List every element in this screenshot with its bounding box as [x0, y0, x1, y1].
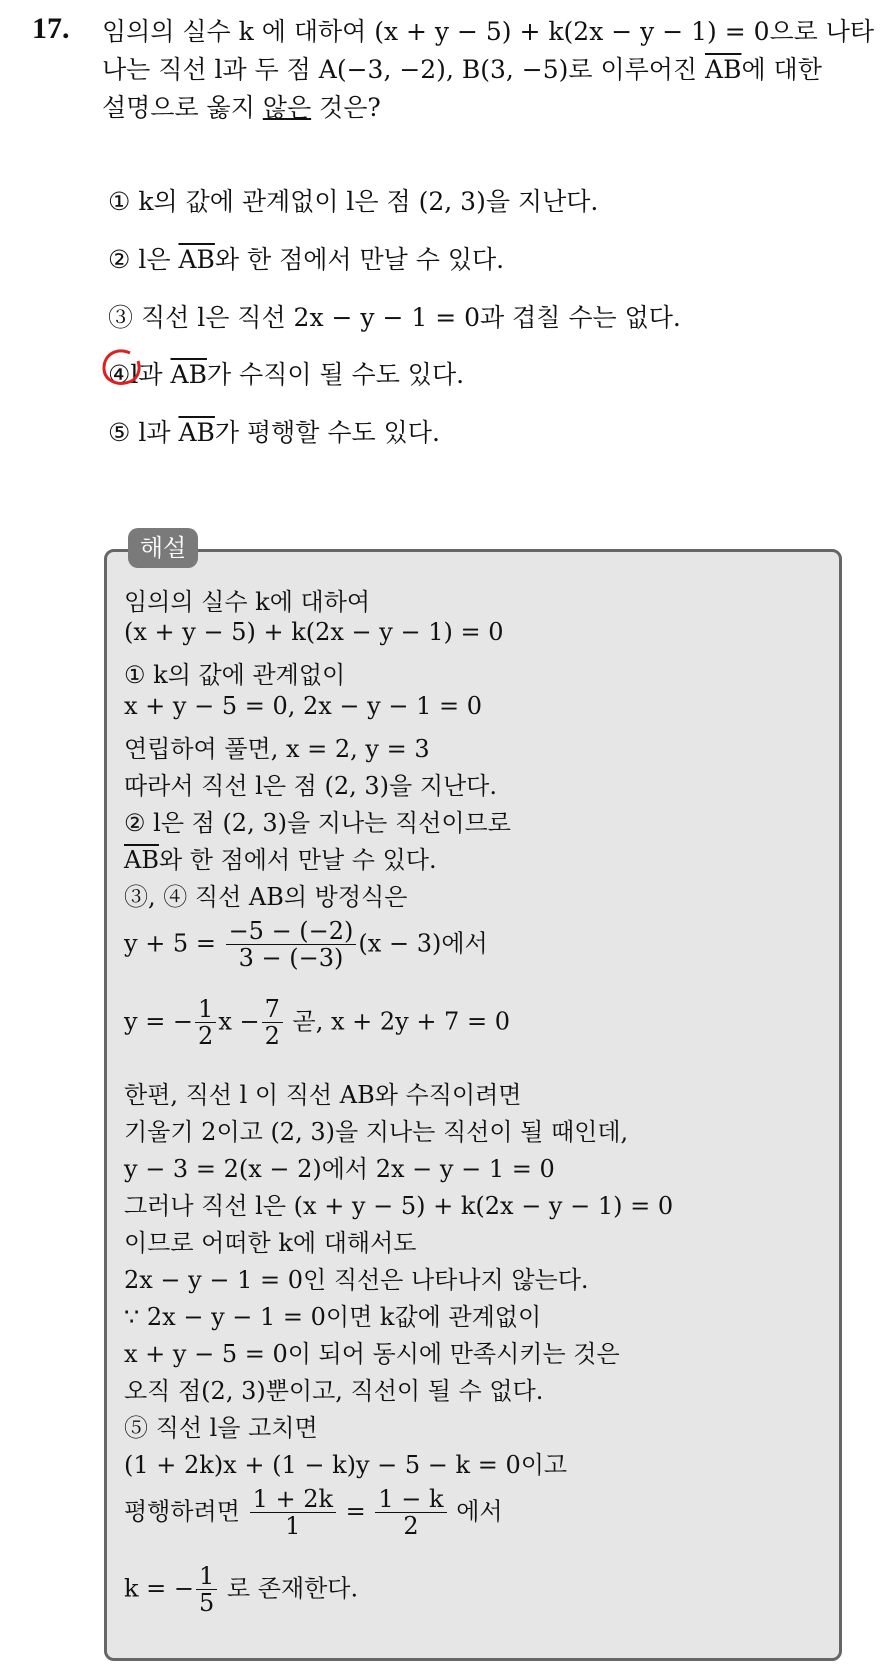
- segment-ab: $\overline{AB}$: [705, 55, 742, 84]
- segment-ab: $\overline{AB}$: [170, 360, 207, 389]
- fraction: [196, 1563, 217, 1617]
- denominator: 1: [285, 1512, 301, 1541]
- question-line-3-end: 것은?: [311, 93, 381, 122]
- solution-equation: [124, 1563, 358, 1617]
- eq-lhs: y = −: [124, 1007, 194, 1036]
- denominator: 2: [264, 1022, 280, 1051]
- choice-2[interactable]: [108, 240, 504, 276]
- solution-tag: 해설: [128, 528, 198, 568]
- segment-ab: $\overline{AB}$: [178, 245, 215, 274]
- solution-line: 2x − y − 1 = 0인 직선은 나타나지 않는다.: [124, 1266, 589, 1294]
- choice-text-pre: l과: [130, 360, 171, 389]
- choice-5[interactable]: [108, 413, 440, 449]
- numerator: −5 − (−2): [226, 918, 357, 945]
- question-line-2: [102, 50, 822, 86]
- eq-rhs: 로 존재한다.: [219, 1574, 359, 1603]
- segment-ab: $\overline{AB}$: [178, 418, 215, 447]
- solution-equation: [124, 918, 488, 972]
- choice-number: ④: [108, 360, 131, 389]
- choice-number: ⑤: [108, 418, 131, 447]
- denominator: 2: [403, 1512, 419, 1541]
- denominator: 3 − (−3): [238, 944, 344, 973]
- solution-line: 따라서 직선 l은 점 (2, 3)을 지난다.: [124, 772, 497, 800]
- choice-number: ③: [108, 303, 134, 332]
- question-line-2-end: 에 대한: [741, 55, 822, 84]
- choice-number: ②: [108, 245, 131, 274]
- eq-mid: x −: [218, 1007, 260, 1036]
- solution-line: [124, 840, 437, 875]
- solution-text: 와 한 점에서 만날 수 있다.: [158, 846, 437, 874]
- underlined-word: 않은: [262, 93, 312, 122]
- fraction: [195, 996, 216, 1050]
- choice-4[interactable]: [108, 355, 464, 391]
- question-line-3: [102, 88, 381, 124]
- solution-line: ① k의 값에 관계없이: [124, 661, 346, 689]
- fraction: [226, 918, 357, 972]
- solution-line: 한편, 직선 l 이 직선 AB와 수직이려면: [124, 1081, 522, 1109]
- choice-text: 직선 l은 직선 2x − y − 1 = 0과 겹칠 수는 없다.: [140, 303, 681, 332]
- eq-rhs: 곧, x + 2y + 7 = 0: [284, 1007, 510, 1036]
- choice-text-post: 가 평행할 수도 있다.: [214, 418, 440, 447]
- solution-equation: [124, 996, 510, 1050]
- solution-line: ⑤ 직선 l을 고치면: [124, 1414, 318, 1442]
- numerator: 1 − k: [375, 1486, 446, 1513]
- question-number: 17.: [32, 12, 70, 45]
- choice-text-pre: l과: [138, 418, 179, 447]
- choice-text-post: 가 수직이 될 수도 있다.: [206, 360, 465, 389]
- solution-equation: [124, 1486, 503, 1540]
- choice-text-pre: l은: [138, 245, 179, 274]
- denominator: 2: [198, 1022, 214, 1051]
- answer-circle-mark: [100, 348, 144, 388]
- numerator: 1: [195, 996, 216, 1023]
- question-line-1: 임의의 실수 k 에 대하여 (x + y − 5) + k(2x − y − 1) = 0으로 나타: [102, 17, 875, 46]
- eq-lhs: k = −: [124, 1574, 195, 1603]
- segment-ab: $\overline{AB}$: [124, 846, 159, 874]
- solution-line: ③, ④ 직선 AB의 방정식은: [124, 883, 408, 911]
- fraction: [250, 1486, 336, 1540]
- numerator: 7: [262, 996, 283, 1023]
- solution-line: 이므로 어떠한 k에 대해서도: [124, 1229, 417, 1257]
- solution-line: ∵ 2x − y − 1 = 0이면 k값에 관계없이: [124, 1303, 542, 1331]
- solution-line: 그러나 직선 l은 (x + y − 5) + k(2x − y − 1) = 0: [124, 1192, 674, 1220]
- eq-lhs: 평행하려면: [124, 1497, 248, 1526]
- solution-line: 연립하여 풀면, x = 2, y = 3: [124, 735, 430, 763]
- eq-lhs: y + 5 =: [124, 929, 224, 958]
- solution-line: (1 + 2k)x + (1 − k)y − 5 − k = 0이고: [124, 1451, 568, 1479]
- solution-line: ② l은 점 (2, 3)을 지나는 직선이므로: [124, 809, 511, 837]
- solution-line: 기울기 2이고 (2, 3)을 지나는 직선이 될 때인데,: [124, 1118, 629, 1146]
- eq-equals: =: [338, 1497, 374, 1526]
- question-line-3-text: 설명으로 옳지: [102, 93, 263, 122]
- choice-1[interactable]: [108, 182, 598, 218]
- fraction: [262, 996, 283, 1050]
- fraction: [375, 1486, 446, 1540]
- choice-text: k의 값에 관계없이 l은 점 (2, 3)을 지난다.: [138, 187, 599, 216]
- eq-rhs: (x − 3)에서: [358, 929, 488, 958]
- question-line-2-text: 나는 직선 l과 두 점 A(−3, −2), B(3, −5)로 이루어진: [102, 55, 706, 84]
- solution-line: x + y − 5 = 0이 되어 동시에 만족시키는 것은: [124, 1340, 620, 1368]
- solution-line: (x + y − 5) + k(2x − y − 1) = 0: [124, 618, 504, 646]
- numerator: 1 + 2k: [250, 1486, 336, 1513]
- solution-line: x + y − 5 = 0, 2x − y − 1 = 0: [124, 692, 482, 720]
- solution-line: 오직 점(2, 3)뿐이고, 직선이 될 수 없다.: [124, 1377, 544, 1405]
- numerator: 1: [196, 1563, 217, 1590]
- choice-text-post: 와 한 점에서 만날 수 있다.: [214, 245, 505, 274]
- eq-rhs: 에서: [448, 1497, 503, 1526]
- solution-line: y − 3 = 2(x − 2)에서 2x − y − 1 = 0: [124, 1155, 555, 1183]
- choice-number: ①: [108, 187, 131, 216]
- solution-line: 임의의 실수 k에 대하여: [124, 588, 371, 616]
- denominator: 5: [199, 1589, 215, 1618]
- choice-3[interactable]: [108, 298, 681, 334]
